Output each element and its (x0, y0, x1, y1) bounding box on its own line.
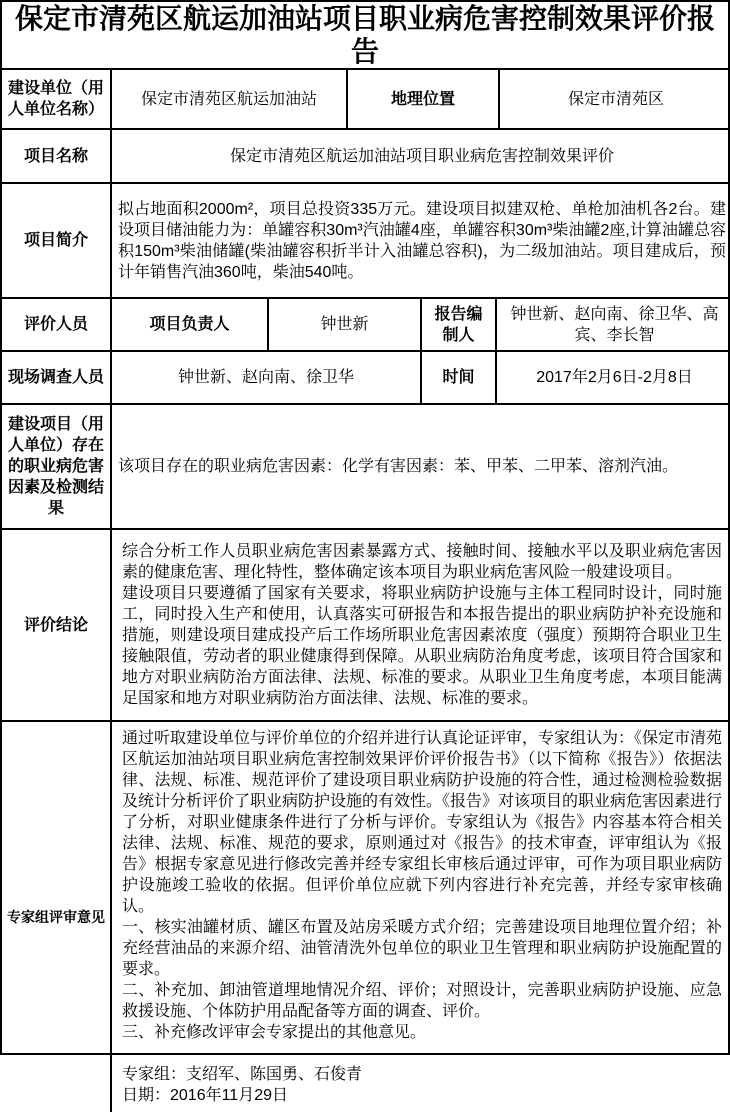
page-title: 保定市清苑区航运加油站项目职业病危害控制效果评价报告 (14, 3, 715, 67)
row-hazard-factors (2, 405, 728, 530)
title-row (2, 2, 728, 70)
geo-location-label: 地理位置 (348, 70, 500, 128)
time-label: 时间 (422, 352, 497, 403)
row-expert-review (2, 722, 728, 1112)
project-brief-text: 拟占地面积2000m²，项目总投资335万元。建设项目拟建双枪、单枪加油机各2台。建设项目储油能力为：单罐容积30m³汽油罐4座，单罐容积30m³柴油罐2座,计算油罐总容积150m³柴油储罐(柴油罐容积折半计入油罐总容积)，为二级加油站。项目建成后，预计年销售汽油360吨，柴油540吨。 (118, 200, 726, 281)
evaluators-label: 评价人员 (2, 299, 112, 350)
report-compilers-names: 钟世新、赵向南、徐卫华、高宾、李长智 (510, 305, 719, 344)
hazard-factors-text: 该项目存在的职业病危害因素：化学有害因素：苯、甲苯、二甲苯、溶剂汽油。 (118, 458, 679, 475)
row-evaluators (2, 299, 728, 352)
row-construction-unit (2, 70, 728, 130)
conclusion-text (112, 530, 730, 720)
expert-group-names: 专家组：支绍军、陈国勇、石俊青 (122, 1066, 363, 1083)
row-site-survey (2, 352, 728, 405)
project-name-label: 项目名称 (2, 130, 112, 182)
paragraph: 综合分析工作人员职业病危害因素暴露方式、接触时间、接触水平以及职业病危害因素的健康危害、理化特性，整体确定该本项目为职业病危害风险一般建设项目。 (122, 543, 722, 581)
report-compilers-label: 报告编制人 (422, 299, 497, 350)
site-survey-names: 钟世新、赵向南、徐卫华 (112, 352, 422, 403)
row-conclusion (2, 530, 728, 722)
paragraph: 通过听取建设单位与评价单位的介绍并进行认真论证评审，专家组认为：《保定市清苑区航运加油站项目职业病危害控制效果评价评价报告书》（以下简称《报告》）依据法律、法规、标准、规范评价了建设项目职业病防护设施的符合性，通过检测检验数据及统计分析评价了职业病防护设施的有效性。《报告》对该项目的职业病危害因素进行了分析，对职业健康条件进行了分析与评价。专家组认为《报告》内容基本符合相关法律、法规、标准、规范的要求，原则通过对《报告》的技术审查，评审组认为《报告》根据专家意见进行修改完善并经专家组长审核后通过评审，可作为项目职业病防护设施竣工验收的依据。但评价单位应就下列内容进行补充完善，并经专家审核确认。 (122, 730, 723, 915)
geo-location-value: 保定市清苑区 (567, 90, 664, 108)
project-leader-name: 钟世新 (269, 299, 422, 350)
paragraph: 二、补充加、卸油管道埋地情况介绍、评价；对照设计，完善职业病防护设施、应急救援设施、个体防护用品配备等方面的调查、评价。 (122, 982, 722, 1020)
paragraph: 建设项目只要遵循了国家有关要求，将职业病防护设施与主体工程同时设计，同时施工，同时投入生产和使用，认真落实可研报告和本报告提出的职业病防护补充设施和措施，则建设项目建成投产后工作场所职业危害因素浓度（强度）预期符合职业卫生接触限值，劳动者的职业健康得到保障。从职业病防治角度考虑，该项目符合国家和地方对职业病防治方面法律、法规、标准的要求。从职业卫生角度考虑，本项目能满足国家和地方对职业病防治方面法律、法规、标准的要求。 (122, 585, 722, 707)
construction-unit-value: 保定市清苑区航运加油站 (112, 70, 348, 128)
expert-review-text (112, 722, 730, 1112)
row-project-name (2, 130, 728, 184)
construction-unit-label: 建设单位（用人单位名称） (2, 70, 112, 128)
paragraph-spacer (122, 1043, 722, 1064)
site-survey-label: 现场调查人员 (2, 352, 112, 403)
project-name-value: 保定市清苑区航运加油站项目职业病危害控制效果评价 (229, 147, 614, 165)
project-brief-label: 项目简介 (2, 184, 112, 297)
paragraph: 三、补充修改评审会专家提出的其他意见。 (122, 1024, 427, 1041)
review-date: 日期：2016年11月29日 (122, 1087, 289, 1104)
time-value: 2017年2月6日-2月8日 (536, 369, 693, 386)
row-project-brief (2, 184, 728, 299)
conclusion-label: 评价结论 (2, 530, 112, 720)
expert-review-label: 专家组评审意见 (2, 722, 112, 1112)
hazard-factors-label: 建设项目（用人单位）存在的职业病危害因素及检测结果 (2, 405, 112, 528)
paragraph: 一、核实油罐材质、罐区布置及站房采暖方式介绍；完善建设项目地理位置介绍；补充经营油品的来源介绍、油管清洗外包单位的职业卫生管理和职业病防护设施配置的要求。 (122, 919, 722, 978)
project-leader-label: 项目负责人 (112, 299, 269, 350)
